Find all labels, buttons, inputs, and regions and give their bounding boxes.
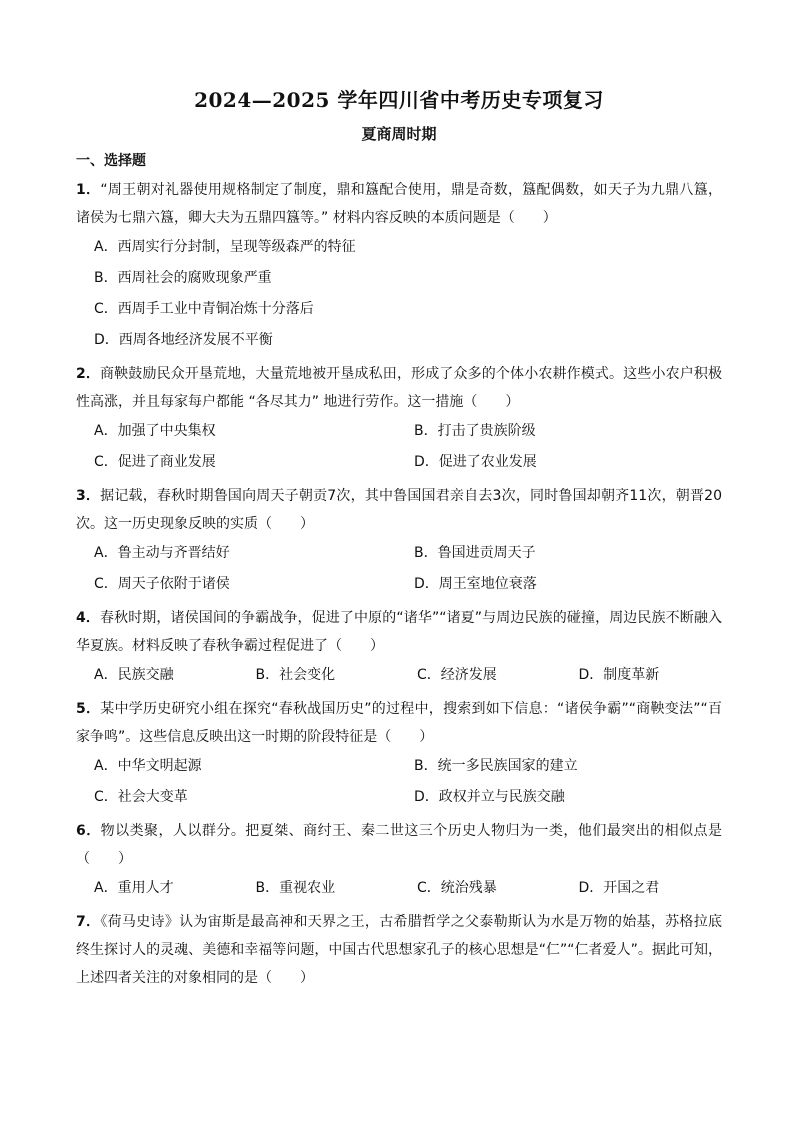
option-d[interactable]: D．西周各地经济发展不平衡 xyxy=(94,332,273,348)
question-number: 7． xyxy=(76,914,101,930)
option-c[interactable]: C．促进了商业发展 xyxy=(94,454,216,470)
option-a[interactable]: A．西周实行分封制，呈现等级森严的特征 xyxy=(94,239,356,255)
question-4 xyxy=(76,604,722,691)
option-b[interactable]: B．统一多民族国家的建立 xyxy=(414,758,578,774)
section-heading: 一、选择题 xyxy=(76,153,146,169)
question-7 xyxy=(76,908,722,992)
option-b[interactable]: B．打击了贵族阶级 xyxy=(414,423,536,439)
question-number: 2． xyxy=(76,366,101,382)
option-d[interactable]: D．政权并立与民族交融 xyxy=(414,789,565,805)
question-text: 商鞅鼓励民众开垦荒地，大量荒地被开垦成私田，形成了众多的个体小农耕作模式。这些小农户积极性高涨，并且每家每户都能 “各尽其力” 地进行劳作。这一措施（ ） xyxy=(76,366,723,410)
options xyxy=(76,873,722,904)
option-c[interactable]: C．社会大变革 xyxy=(94,789,188,805)
option-c[interactable]: C．统治残暴 xyxy=(417,880,497,896)
question-text: “周王朝对礼器使用规格制定了制度，鼎和簋配合使用，鼎是奇数，簋配偶数，如天子为九鼎八簋，诸侯为七鼎六簋，卿大夫为五鼎四簋等。” 材料内容反映的本质问题是（ ） xyxy=(76,182,722,226)
question-stem xyxy=(76,176,722,232)
option-b[interactable]: B．重视农业 xyxy=(255,880,336,896)
options xyxy=(76,232,722,356)
option-d[interactable]: D．促进了农业发展 xyxy=(414,454,537,470)
question-number: 5． xyxy=(76,701,101,717)
question-number: 3． xyxy=(76,488,101,504)
question-5 xyxy=(76,695,722,813)
option-a[interactable]: A．鲁主动与齐晋结好 xyxy=(94,545,230,561)
question-3 xyxy=(76,482,722,600)
question-stem xyxy=(76,360,722,416)
option-c[interactable]: C．经济发展 xyxy=(417,667,497,683)
page-subtitle: 夏商周时期 xyxy=(361,125,437,143)
question-text: 某中学历史研究小组在探究“春秋战国历史”的过程中，搜索到如下信息：“诸侯争霸”“商鞅变法”“百家争鸣”。这些信息反映出这一时期的阶段特征是（ ） xyxy=(76,701,722,745)
option-b[interactable]: B．西周社会的腐败现象严重 xyxy=(94,270,272,286)
option-a[interactable]: A．重用人才 xyxy=(94,880,174,896)
question-6 xyxy=(76,817,722,904)
option-a[interactable]: A．中华文明起源 xyxy=(94,758,202,774)
question-text: 《荷马史诗》认为宙斯是最高神和天界之王，古希腊哲学之父泰勒斯认为水是万物的始基，苏格拉底终生探讨人的灵魂、美德和幸福等问题，中国古代思想家孔子的核心思想是“仁”“仁者爱人”。据此可知，上述四者关注的对象相同的是（ ） xyxy=(76,914,723,986)
options xyxy=(76,660,722,691)
question-text: 物以类聚，人以群分。把夏桀、商纣王、秦二世这三个历史人物归为一类，他们最突出的相似点是（ ） xyxy=(76,823,722,867)
question-text: 春秋时期，诸侯国间的争霸战争，促进了中原的“诸华”“诸夏”与周边民族的碰撞，周边民族不断融入华夏族。材料反映了春秋争霸过程促进了（ ） xyxy=(76,610,722,654)
option-d[interactable]: D．周王室地位衰落 xyxy=(414,576,537,592)
option-c[interactable]: C．周天子依附于诸侯 xyxy=(94,576,230,592)
question-number: 1． xyxy=(76,182,101,198)
options xyxy=(76,538,722,600)
option-a[interactable]: A．民族交融 xyxy=(94,667,174,683)
question-stem xyxy=(76,482,722,538)
question-1 xyxy=(76,176,722,356)
question-2 xyxy=(76,360,722,478)
option-b[interactable]: B．鲁国进贡周天子 xyxy=(414,545,536,561)
question-number: 4． xyxy=(76,610,100,626)
options xyxy=(76,416,722,478)
question-stem xyxy=(76,695,722,751)
option-d[interactable]: D．开国之君 xyxy=(578,880,660,896)
question-stem xyxy=(76,908,722,992)
question-number: 6． xyxy=(76,823,101,839)
option-c[interactable]: C．西周手工业中青铜冶炼十分落后 xyxy=(94,301,314,317)
question-stem xyxy=(76,604,722,660)
option-d[interactable]: D．制度革新 xyxy=(578,667,660,683)
question-stem xyxy=(76,817,722,873)
question-text: 据记载，春秋时期鲁国向周天子朝贡7次，其中鲁国国君亲自去3次，同时鲁国却朝齐11次，朝晋20次。这一历史现象反映的实质（ ） xyxy=(76,488,722,532)
page-title: 2024—2025 学年四川省中考历史专项复习 xyxy=(194,88,604,112)
option-b[interactable]: B．社会变化 xyxy=(255,667,336,683)
options xyxy=(76,751,722,813)
option-a[interactable]: A．加强了中央集权 xyxy=(94,423,216,439)
